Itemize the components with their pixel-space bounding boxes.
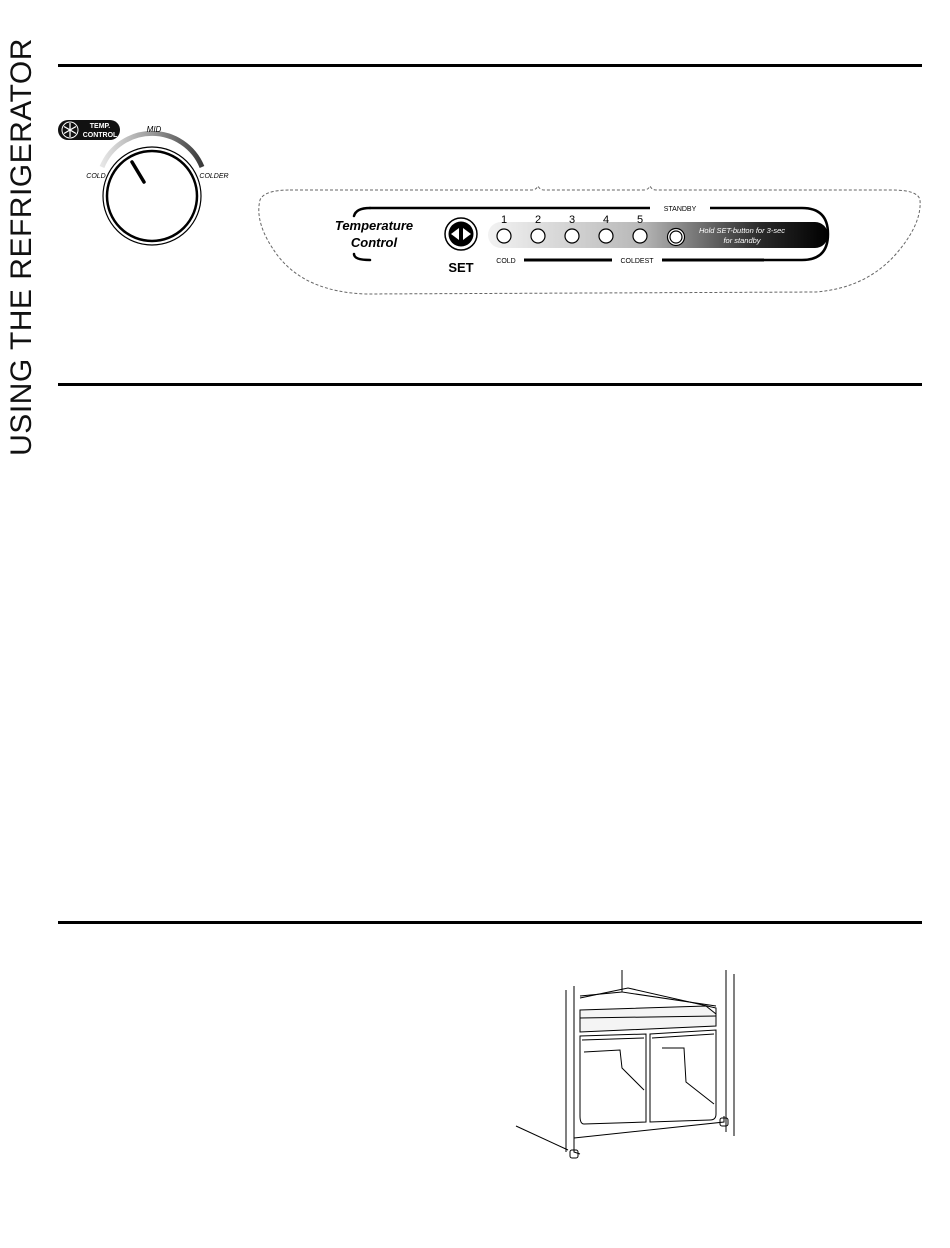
set-label: SET [448,260,474,275]
level-number-4: 4 [602,214,610,226]
level-indicator-1 [497,229,511,243]
level-indicator-5 [633,229,647,243]
side-title-text: USING THE REFRIGERATOR [5,38,38,456]
dial-temperature-control [56,112,246,252]
dial-knob[interactable] [107,151,197,241]
set-button[interactable] [445,218,477,250]
level-indicator-3 [565,229,579,243]
left-drawer-inner [582,1038,644,1090]
section-rule-top [58,64,922,67]
right-drawer-inner [652,1034,714,1104]
level-number-3: 3 [568,214,576,226]
badge-line2: CONTROL [82,132,118,139]
crisper-drawers-illustration [510,966,750,1166]
right-drawer[interactable] [650,1030,716,1122]
standby-hint-line1: Hold SET-button for 3-sec [698,226,786,235]
badge-line1: TEMP. [89,123,111,130]
panel-title-line2: Control [350,235,398,250]
level-number-1: 1 [500,214,508,226]
side-title [4,24,40,470]
standby-indicator [670,231,682,243]
dial-label-mid: MID [146,125,162,134]
level-indicator-2 [531,229,545,243]
back-shelf-edge [580,970,716,1006]
level-indicator-4 [599,229,613,243]
level-number-2: 2 [534,214,542,226]
panel-title-line1: Temperature [334,218,414,233]
cabinet-base [574,1116,724,1154]
left-drawer[interactable] [580,1034,646,1124]
level-number-5: 5 [636,214,644,226]
crisper-cover [580,1006,716,1032]
cold-label: COLD [496,258,516,265]
panel-frame-left [354,208,370,216]
section-rule-middle [58,383,922,386]
standby-label: STANDBY [663,206,697,213]
temp-control-badge [58,120,120,140]
coldest-label: COLDEST [620,258,654,265]
electronic-control-panel [256,184,924,302]
standby-hint-line2: for standby [723,236,761,245]
dial-label-cold: COLD [86,173,106,180]
floor-line [516,1126,568,1150]
section-rule-bottom [58,921,922,924]
dial-label-colder: COLDER [199,173,229,180]
